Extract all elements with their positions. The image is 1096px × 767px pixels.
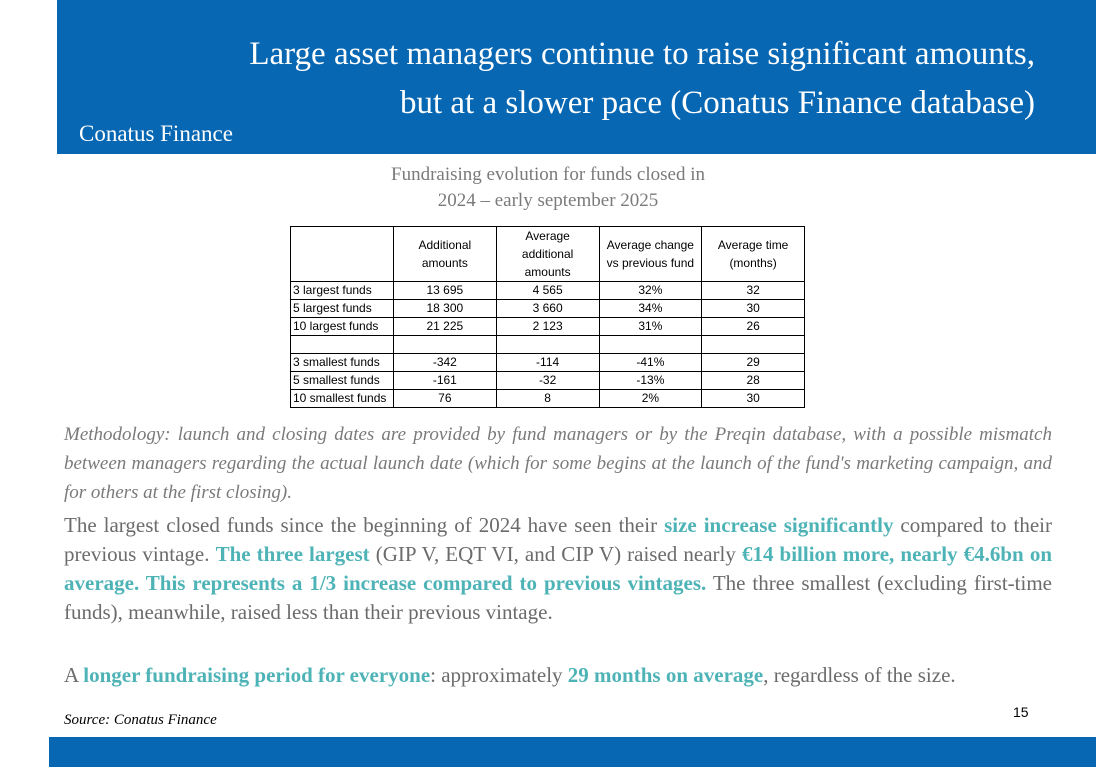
fundraising-table: [290, 226, 805, 408]
highlight-text: 29 months on average: [567, 663, 764, 687]
column-header: Average time (months): [702, 227, 805, 282]
cell-additional: 76: [393, 390, 496, 408]
row-label: 10 smallest funds: [291, 390, 394, 408]
table-header-row: [291, 227, 805, 282]
cell-additional: -161: [393, 372, 496, 390]
cell-additional: 21 225: [393, 318, 496, 336]
cell-average-additional: 2 123: [496, 318, 599, 336]
column-header: Average change vs previous fund: [599, 227, 702, 282]
text-run: , regardless of the size.: [763, 663, 956, 687]
table-row: [291, 282, 805, 300]
cell-average-additional: -114: [496, 354, 599, 372]
paragraph-fundraising-period: [64, 661, 1052, 690]
cell-time: 32: [702, 282, 805, 300]
cell-average-additional: 3 660: [496, 300, 599, 318]
table-title-line2: 2024 – early september 2025: [437, 190, 659, 211]
cell-time: 30: [702, 390, 805, 408]
table-title-line1: Fundraising evolution for funds closed in: [391, 164, 705, 185]
cell-average-change: -13%: [599, 372, 702, 390]
text-run: A: [64, 663, 84, 687]
row-label: 3 largest funds: [291, 282, 394, 300]
text-run: compared to their previous vintage.: [64, 513, 1053, 566]
table-spacer-row: [291, 336, 805, 354]
page-number: 15: [1013, 704, 1029, 720]
header-banner: [57, 0, 1096, 154]
text-run: The three smallest (excluding first-time funds), meanwhile, raised less than their previous vintage.: [64, 571, 1053, 624]
row-label: 3 smallest funds: [291, 354, 394, 372]
slide-title-line1: Large asset managers continue to raise significant amounts,: [249, 36, 1035, 72]
highlight-text: size increase significantly: [664, 513, 894, 537]
highlight-text: longer fundraising period for everyone: [83, 663, 431, 687]
cell-average-additional: 4 565: [496, 282, 599, 300]
table-row: [291, 372, 805, 390]
table-row: [291, 318, 805, 336]
row-label: 5 smallest funds: [291, 372, 394, 390]
highlight-text: The three largest: [215, 542, 370, 566]
brand-name: Conatus Finance: [79, 121, 233, 146]
cell-additional: 18 300: [393, 300, 496, 318]
cell-time: 28: [702, 372, 805, 390]
cell-average-change: 32%: [599, 282, 702, 300]
cell-additional: 13 695: [393, 282, 496, 300]
cell-average-change: 34%: [599, 300, 702, 318]
cell-average-change: -41%: [599, 354, 702, 372]
row-label: 5 largest funds: [291, 300, 394, 318]
corner-cell: [291, 227, 394, 282]
cell-additional: -342: [393, 354, 496, 372]
text-run: : approximately: [430, 663, 568, 687]
footer-bar: [49, 737, 1096, 767]
cell-time: 30: [702, 300, 805, 318]
cell-average-additional: -32: [496, 372, 599, 390]
table-row: [291, 300, 805, 318]
column-header: Average additional amounts: [496, 227, 599, 282]
paragraph-largest-funds: [64, 511, 1052, 627]
table-row: [291, 390, 805, 408]
table-title: [298, 162, 798, 214]
methodology-note: Methodology: launch and closing dates are provided by fund managers or by the Preqin database, with a possible mismatch between managers regarding the actual launch date (which for some begins at the launch of the fund's marketing campaign, and for others at the first closing).: [64, 424, 1052, 503]
cell-average-additional: 8: [496, 390, 599, 408]
source-note: Source: Conatus Finance: [64, 712, 217, 728]
row-label: 10 largest funds: [291, 318, 394, 336]
slide-title-line2: but at a slower pace (Conatus Finance database): [399, 85, 1035, 121]
cell-time: 29: [702, 354, 805, 372]
slide-title: [75, 30, 1035, 128]
column-header: Additional amounts: [393, 227, 496, 282]
cell-time: 26: [702, 318, 805, 336]
cell-average-change: 2%: [599, 390, 702, 408]
table-row: [291, 354, 805, 372]
text-run: (GIP V, EQT VI, and CIP V) raised nearly: [369, 542, 742, 566]
text-run: The largest closed funds since the beginning of 2024 have seen their: [64, 513, 665, 537]
highlight-text: €14 billion more, nearly €4.6bn on average. This represents a 1/3 increase compared to previous vintages.: [64, 542, 1052, 595]
cell-average-change: 31%: [599, 318, 702, 336]
